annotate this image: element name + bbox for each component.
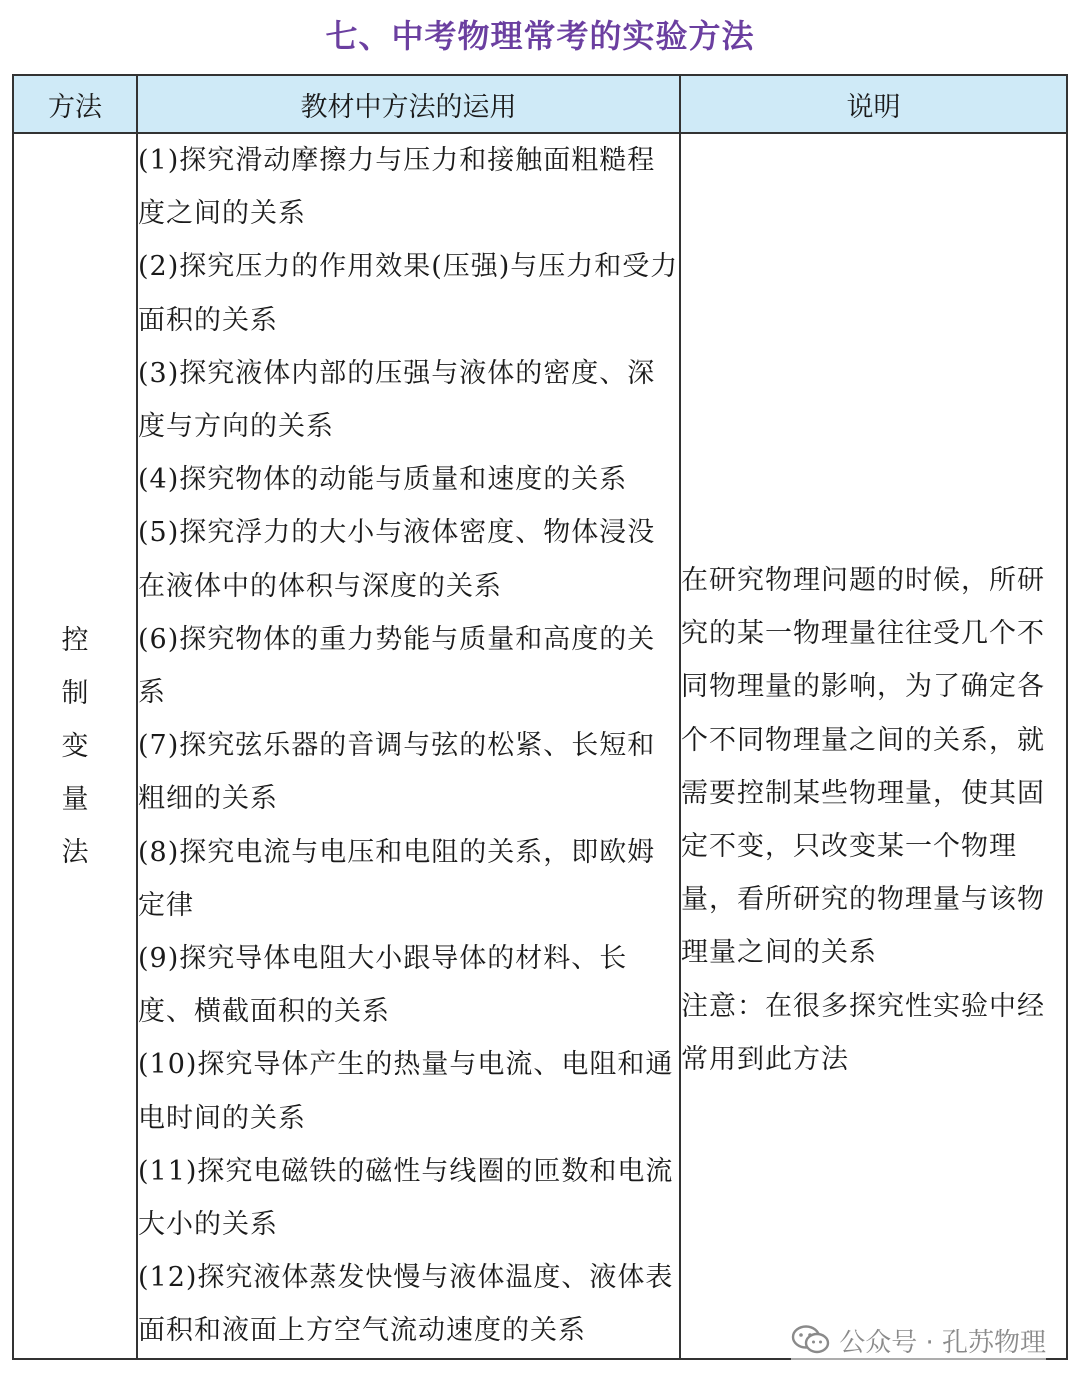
list-item: (12)探究液体蒸发快慢与液体温度、液体表面积和液面上方空气流动速度的关系: [138, 1262, 674, 1347]
list-item: (5)探究浮力的大小与液体密度、物体浸没在液体中的体积与深度的关系: [138, 517, 656, 602]
table-row: [13, 133, 1067, 1359]
header-method: 方法: [13, 75, 137, 133]
header-applications: 教材中方法的运用: [137, 75, 680, 133]
method-name: 控制变量法: [61, 624, 89, 868]
list-item: (2)探究压力的作用效果(压强)与压力和受力面积的关系: [138, 251, 679, 336]
watermark-text: 公众号 · 孔苏物理: [839, 1327, 1046, 1358]
methods-table: [12, 74, 1068, 1360]
description-block: [681, 554, 1066, 1086]
list-item: (4)探究物体的动能与质量和速度的关系: [138, 464, 628, 496]
applications-cell: [137, 133, 680, 1359]
watermark: [791, 1318, 1046, 1362]
list-item: (7)探究弦乐器的音调与弦的松紧、长短和粗细的关系: [138, 730, 656, 815]
header-description: 说明: [680, 75, 1067, 133]
list-item: (6)探究物体的重力势能与质量和高度的关系: [138, 623, 656, 709]
page-title: 七、中考物理常考的实验方法: [325, 17, 755, 55]
method-cell: [13, 133, 137, 1359]
list-item: (11)探究电磁铁的磁性与线圈的匝数和电流大小的关系: [138, 1155, 674, 1241]
description-cell: [680, 133, 1067, 1359]
list-item: (9)探究导体电阻大小跟导体的材料、长度、横截面积的关系: [138, 943, 628, 1028]
table-header-row: [13, 75, 1067, 133]
applications-list: [138, 134, 679, 1358]
list-item: (8)探究电流与电压和电阻的关系，即欧姆定律: [138, 836, 656, 921]
list-item: (10)探究导体产生的热量与电流、电阻和通电时间的关系: [138, 1049, 674, 1134]
note-text: 注意：在很多探究性实验中经常用到此方法: [681, 990, 1045, 1075]
list-item: (3)探究液体内部的压强与液体的密度、深度与方向的关系: [138, 357, 656, 443]
list-item: (1)探究滑动摩擦力与压力和接触面粗糙程度之间的关系: [138, 145, 656, 230]
wechat-icon: [791, 1325, 831, 1355]
description-text: 在研究物理问题的时候，所研究的某一物理量往往受几个不同物理量的影响，为了确定各个不同物理量之间的关系，就需要控制某些物理量，使其固定不变，只改变某一个物理量，看所研究的物理量与该物理量之间的关系: [681, 565, 1045, 969]
